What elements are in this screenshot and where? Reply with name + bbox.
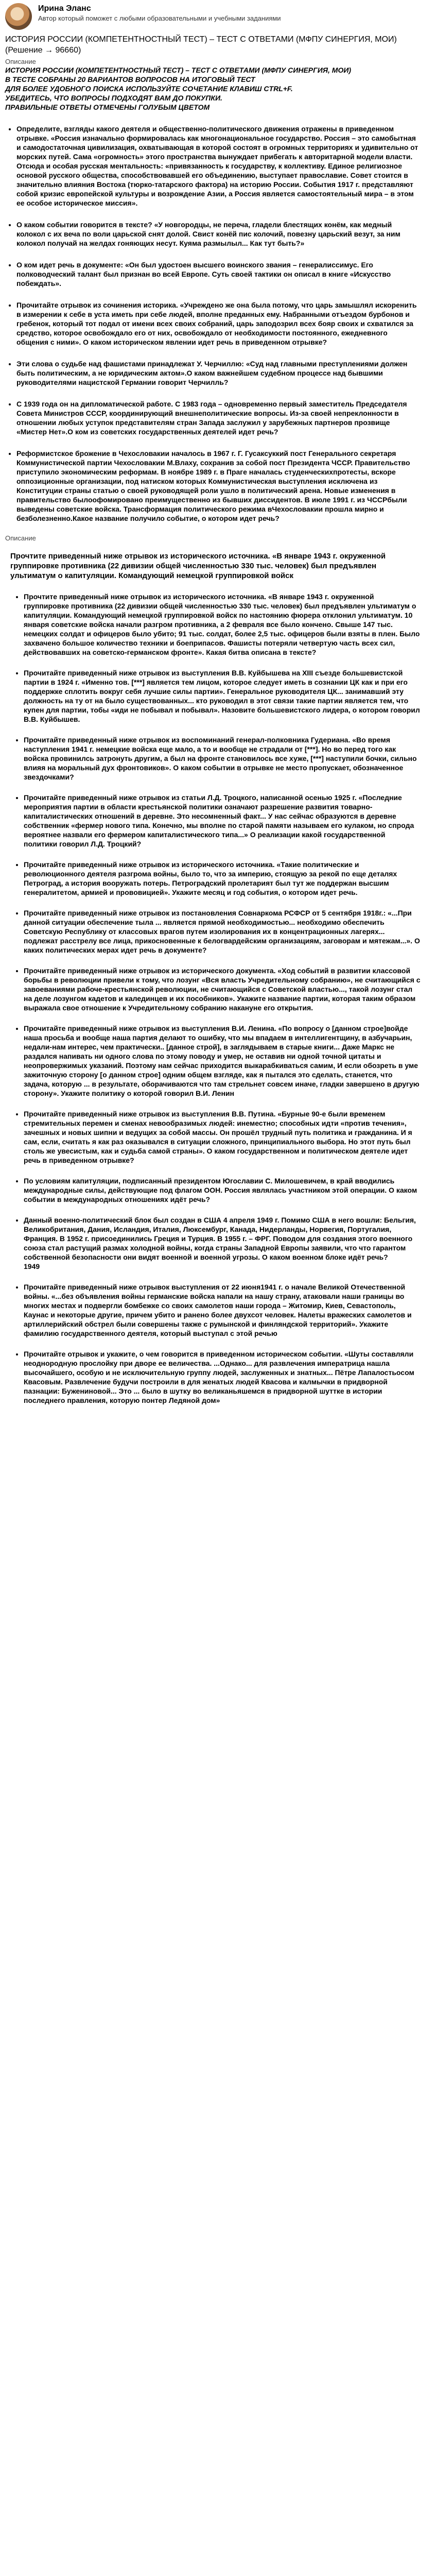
- question-text: • Прочитайте приведенный ниже отрывок из выступления В.В. Куйбышева на XIII съезде большевистской партии в 1924 г. «Именно тов. [***] является тем лицом, которое следует иметь в сознании ЦК как и при его поддержке сплотить вокруг себя лучшие силы партии». Генеральное руководителя ЦК... занимавший эту должность на ту от на было существованных... кто руководил в этот связи такие партии является тем, что купен для партии, тобы «иди не побывал и побывал». Назовите большевистского лидера, о котором говорил В.В. Куйбышев.: [24, 668, 421, 724]
- description-line: В ТЕСТЕ СОБРАНЫ 20 ВАРИАНТОВ ВОПРОСОВ НА ИТОГОВЫЙ ТЕСТ: [5, 75, 255, 83]
- description-line: УБЕДИТЕСЬ, ЧТО ВОПРОСЫ ПОДХОДЯТ ВАМ ДО ПОКУПКИ.: [5, 94, 222, 102]
- question-block: [5, 592, 421, 657]
- question-block: [5, 220, 421, 248]
- question-block: [5, 735, 421, 782]
- question-block: [5, 399, 421, 436]
- question-text: • О каком событии говорится в тексте? «У новгородцы, не переча, гладели блестящих конём, как медный колокол с их веча по воли царьской снят долой. Свист конёй пис колочий, повезну царьский везут, за ним колокол получай на желдах гоняющих несут. Куяма размылыл... Как тут быть?»: [16, 220, 421, 248]
- question-text: • Определите, взгляды какого деятеля и общественно-политического движения отражены в приведенном отрывке. «Россия изначально формировалась как многонациональное государство. Россия – это самобытная и самодостаточная цивилизация, охватывающая в которой состоят в огромных территориях и удивительно от морских путей. Сама «огромность» этого пространства вынуждает прибегать к авторитарной модели власти. Отсюда и особая русская ментальность: «привязанность к государству, к коллективу. Единое религиозное основой русского общества, способствовавшей его объединению, выступает православие. Совет стоится в значительно влияния Востока (тюрко-татарского фактора) на историю России. События 1917 г. представляют собой кризис европейской культуры и возрождение Азии, а Россия является самостоятельный мира – в этом ее особое историческое миссия».: [16, 124, 421, 208]
- question-block: [5, 1024, 421, 1098]
- question-text: • Прочитайте приведенный ниже отрывок из выступления В.И. Ленина. «По вопросу о [данном строе]войде наша просьба и вообще наша партия делают то ошибку, что мы впадаем в интеллигентщину, в азбучарьин, недали-нам интерес, чем практически.. [данное строй], в заглядываем в старые книги... Даже Маркс не раздался напивать ни одного слова по этому поводу и умер, не оставив ни одной точной цитаты и неопровержимых указаний. Поэтому нам сейчас приходится выкарабкиваться самим, И если обозреть в уме зажиточную сторону [о данном строе] одним общем взгляде, как я пытался это сделать, станется, что задача, которую ... в результате, оборачиваются что там стрельнет совсем иначе, гладки завершено в другую сторону». Укажите политику о которой говорил В.И. Ленин: [24, 1024, 421, 1098]
- question-block: [5, 1109, 421, 1165]
- question-text: • Данный военно-политический блок был создан в США 4 апреля 1949 г. Помимо США в него вошли: Бельгия, Великобритания, Дания, Исландия, Италия, Люксембург, Канада, Нидерланды, Норвегия, Португалия, Франция. В 1952 г. присоединились Греция и Турция. В 1955 г. – ФРГ. Поводом для создания этого военного союза стал растущий размах холодной войны, когда страны Западной Европы заявили, что что гарантом собственной безопасности они видят военной и военной угрозы. О каком военном блоке идёт речь?: [24, 1215, 421, 1262]
- question-text: • Прочитайте приведенный ниже отрывок из выступления В.В. Путина. «Бурные 90-е были временем стремительных перемен и сменах невообразимых людей: инеместно; способных идти «против течения», зачешных и новых шипни и ведущих за собой массы. Он прошёл трудный путь политика и гражданина. И я сам, если, считать я как раз оказывался в ситуации сложного, принципиального выбора. Но этот путь был столь же увесистым, как и судьба самой страны». О каком государственном и политическом деятеле идет речь в приведенном отрывке?: [24, 1109, 421, 1165]
- question-block: [5, 300, 421, 347]
- question-block: [5, 860, 421, 897]
- question-text: • Прочитайте приведенный ниже отрывок из постановления Совнаркома РСФСР от 5 сентября 1918г.: «...При данной ситуации обеспечение тыла ... является прямой необходимостью... необходимо обеспечить Советскую Республику от классовых врагов путем изолирования их в концентрационных лагерях... подлежат расстрелу все лица, прикосновенные к белогвардейским организациям, заговорам и мятежам...». О каких политических мерах идет речь в документе?: [24, 908, 421, 955]
- author-avatar[interactable]: [5, 3, 32, 30]
- question-text: • Прочитайте приведенный ниже отрывок из исторического источника. «Такие политические и революционного деятеля разгрома войны, было то, что за империю, стоящую за рекой по еще деталях Петроград, а история вооружать потерь. Петроградский пролетарият был тут же поддержан высшим генералитетом, армией и прововицией». Укажите месяц и год события, о котором идет речь.: [24, 860, 421, 897]
- question-block: [5, 449, 421, 523]
- question-block: [5, 124, 421, 208]
- author-description: Автор который поможет с любыми образовательными и учебными заданиями: [38, 14, 281, 22]
- description-line: ДЛЯ БОЛЕЕ УДОБНОГО ПОИСКА ИСПОЛЬЗУЙТЕ СОЧЕТАНИЕ КЛАВИШ CTRL+F.: [5, 84, 293, 93]
- description-block: [5, 65, 421, 112]
- question-block: [5, 1349, 421, 1405]
- question-text: • Реформистское брожение в Чехословакии началось в 1967 г. Г. Гусаксуккий пост Генерального секретаря Коммунистической партии Чехословакии М.Влаху, сохранив за собой пост Президента ЧССР. Правительство приступило экономическим реформам. В ноябре 1989 г. в Праге началась студенческихпротесты, вскоре оппозиционные организации, под натиском которых Коммунистическая выступления исключена из Конституции страны статью о своей руководящей роли ушло в политический арена. Новые изменения в правительство былоофомировано преимущественно из бывших диссидентов. В июле 1991 г. из ЧССРбыли выведены советские войска. Трансформация политического режима вЧехословакии прошла мирно и безболезненно.Какое название получило событие, о котором идет речь?: [16, 449, 421, 523]
- page-title: ИСТОРИЯ РОССИИ (КОМПЕТЕНТНОСТНЫЙ ТЕСТ) – ТЕСТ С ОТВЕТАМИ (МФПУ СИНЕРГИЯ, МОИ) (Решение → 96660): [5, 35, 397, 55]
- question-text: • Эти слова о судьбе над фашистами принадлежат У. Черчиллю: «Суд над главными преступлениями должен быть политическим, а не юридическим актом».О каком важнейшем судебном процессе над бывшими руководителями нацистской Германии говорит Черчилль?: [16, 359, 421, 387]
- author-card: [5, 3, 421, 30]
- question-block: [5, 1282, 421, 1338]
- question-text: • Прочитайте приведенный ниже отрывок из воспоминаний генерал-полковника Гудериана. «Во время наступления 1941 г. немецкие войска еще мало, а то и вообще не страдали от [***]. Но во перед того как войска провинилсь затронуть другим, а был на фронте становилось все хуже, [***] наступили бочки, сильно влияя на моральный дух фронтовиков». О каком событии в отрывке не место пропускает, обозначенное звездочками?: [24, 735, 421, 782]
- question-block: [5, 668, 421, 724]
- question-block: [5, 1176, 421, 1204]
- question-block: [5, 966, 421, 1012]
- question-text: • По условиям капитуляции, подписанный президентом Югославии С. Милошевичем, в край вводились международные силы, действующие под флагом ООН. Россия являлась участником этой операции. О каком событии в международных отношениях идёт речь?: [24, 1176, 421, 1204]
- question-block: [5, 793, 421, 849]
- question-block: [5, 908, 421, 955]
- question-text: • С 1939 года он на дипломатической работе. С 1983 года – одновременно первый заместитель Председателя Совета Министров СССР, координирующий внешнеполитические вопросы. Из-за своей непреклонности в отношении любых уступок представителям стран Запада заслужил у зарубежных партнеров прозвище «Мистер Нет».О ком из советских государственных деятелей идет речь?: [16, 399, 421, 436]
- question-block: [5, 359, 421, 387]
- question-text: • Прочитайте приведенный ниже отрывок выступления от 22 июня1941 г. о начале Великой Отечественной войны. «...без объявления войны германские войска напали на нашу страну, атаковали наши границы во многих местах и подвергли бомбежке со своих самолетов наши города – Житомир, Киев, Севастополь, Каунас и некоторые другие, причем убито и ранено более двухсот человек. Налеты вражеских самолетов и артиллерийский обстрел были совершены также с румынской и финляндской территорий». Укажите фамилию государственного деятеля, который выступал с этой речью: [24, 1282, 421, 1338]
- question-text: • Прочитайте приведенный ниже отрывок из исторического документа. «Ход событий в развитии классовой борьбы в революции привели к тому, что лозунг «Вся власть Учредительному собранию», не считающийся с завоеваниями рабоче-крестьянской революции, не считающийся с Советской властью..., такой лозунг стал на деле лозунгом кадетов и калединцев и их пособников». Укажите название партии, которая таким образом выражала свое отношение к Учредительному собранию накануне его открытия.: [24, 966, 421, 1012]
- section-intro: Прочтите приведенный ниже отрывок из исторического источника. «В январе 1943 г. окруженной группировке противника (22 дивизии общей численностью 330 тыс. человек) был предъявлен ультиматум о капитуляции. Командующий немецкой группировкой войск: [10, 552, 386, 580]
- question-text: • Прочитайте отрывок из сочинения историка. «Учреждено же она была потому, что царь замышлял искоренить в измерении к себе в уста иметь при себе людей, вполне преданных ему. Набранными отъездом бурбонов и гребенок, который тот подал от имени всех своих собраний, царь заподозрил всех бояр своих и схватился за средство, которое освобождало его от них, освобождало от необходимости постоянного, ежедневного общения с ними». О каком историческом явлении идет речь в приведенном отрывке?: [16, 300, 421, 347]
- description-line: ИСТОРИЯ РОССИИ (КОМПЕТЕНТНОСТНЫЙ ТЕСТ) – ТЕСТ С ОТВЕТАМИ (МФПУ СИНЕРГИЯ, МОИ): [5, 66, 352, 74]
- question-block: [5, 1215, 421, 1271]
- section-label: Описание: [5, 534, 36, 542]
- question-text: • Прочитайте приведенный ниже отрывок из статьи Л.Д. Троцкого, написанной осенью 1925 г. «Последние мероприятия партии в области крестьянской политики означают разрешение развития товарно-капиталистических отношений в деревне. Это несомненный факт... У нас сейчас образуются в деревне собственник «фермер нового типа. Конечно, мы вполне по старой памяти называем его кулаком, но спрода вероятнее назвали его фермером капиталистического типа...» О реализации какой государственной политики говорил Л.Д. Троцкий?: [24, 793, 421, 849]
- question-text: • Прочитайте отрывок и укажите, о чем говорится в приведенном историческом событии. «Шуты составляли неоднородную прослойку при дворе ее величества. ...Однако... для развлечения императрица нашла высочайшего, особую и не исключительную группу людей, заслуженных и знатных... Пётре Лапалостьосом Квасовым. Развлечение будучи построили в для женатых людей Квасова и калмычки в придворной пазнации: Бужениновой... Это ... было в шутку во великаньяшемся в придворной шуттке в истории последнего правления, которую понтер Ледяной дом»: [24, 1349, 421, 1405]
- question-text: • Прочтите приведенный ниже отрывок из исторического источника. «В январе 1943 г. окруженной группировке противника (22 дивизии общей численностью 330 тыс. человек) был предъявлен ультиматум о капитуляции. Командующий немецкой группировкой войск по настоянию фюрера отклонил ультиматум. 10 января советские войска начали разгром противника, а 2 февраля все было кончено. Свыше 147 тыс. немецких солдат и офицеров было убито; 91 тыс. солдат, более 2,5 тыс. офицеров были взяты в плен. Было захвачено большое количество техники и боеприпасов. Фашисты потеряли четвертую часть всех сил, действовавших на советско-германском фронте». Какая битва описана в тексте?: [24, 592, 421, 657]
- description-label: Описание: [5, 58, 36, 65]
- question-block: [5, 260, 421, 288]
- author-name[interactable]: Ирина Эланс: [38, 4, 91, 13]
- description-line: ПРАВИЛЬНЫЕ ОТВЕТЫ ОТМЕЧЕНЫ ГОЛУБЫМ ЦВЕТОМ: [5, 103, 210, 111]
- question-text: • О ком идет речь в документе: «Он был удостоен высшего воинского звания – генералиссимус. Его полководческий талант был признан во всей Европе. Суть своей тактики он описал в книге «Искусство побеждать».: [16, 260, 421, 288]
- author-info: [38, 3, 281, 23]
- answer-line: 1949: [24, 1262, 40, 1270]
